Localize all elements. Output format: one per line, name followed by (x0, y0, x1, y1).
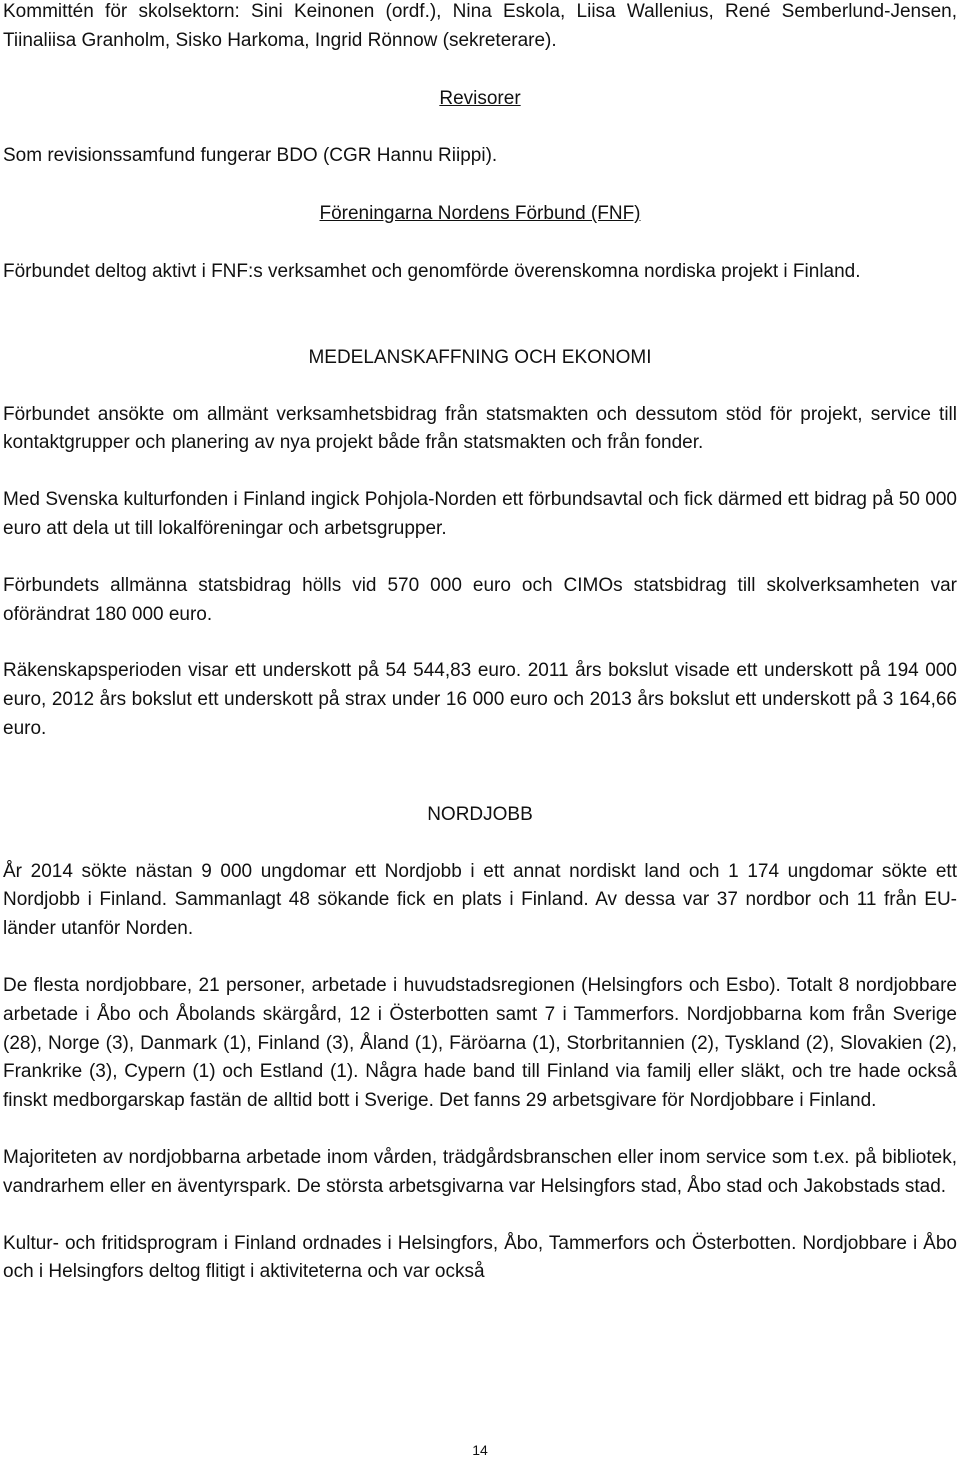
economy-paragraph-2: Med Svenska kulturfonden i Finland ingick Pohjola-Norden ett förbundsavtal och fick därmed ett bidrag på 50 000 euro att dela ut till lokalföreningar och arbetsgrupper. (3, 489, 957, 539)
fnf-paragraph: Förbundet deltog aktivt i FNF:s verksamhet och genomförde överenskomna nordiska projekt i Finland. (3, 260, 861, 282)
nordjobb-paragraph-2: De flesta nordjobbare, 21 personer, arbetade i huvudstadsregionen (Helsingfors och Esbo). Totalt 8 nordjobbare arbetade i Åbo och Åbolands skärgård, 12 i Österbotten samt 7 i Tammerfors. Nordjobbarna kom från Sverige (28), Norge (3), Danmark (1), Finland (3), Åland (1), Färöarna (1), Storbritannien (2), Tyskland (2), Slovakien (2), Frankrike (3), Cypern (1) och Estland (1). Några hade band till Finland via familj eller släkt, och tre hade också finskt medborgarskap fastän de alltid bott i Sverige. Det fanns 29 arbetsgivare för Nordjobbare i Finland. (3, 974, 957, 1112)
auditors-heading: Revisorer (439, 87, 521, 109)
nordjobb-paragraph-3: Majoriteten av nordjobbarna arbetade inom vården, trädgårdsbranschen eller inom service som t.ex. på bibliotek, vandrarhem eller en äventyrspark. De största arbetsgivarna var Helsingfors stad, Åbo stad och Jakobstads stad. (3, 1146, 957, 1197)
economy-paragraph-3: Förbundets allmänna statsbidrag hölls vid 570 000 euro och CIMOs statsbidrag till skolverksamheten var oförändrat 180 000 euro. (3, 574, 957, 625)
economy-paragraph-1: Förbundet ansökte om allmänt verksamhetsbidrag från statsmakten och dessutom stöd för projekt, service till kontaktgrupper och planering av nya projekt både från statsmakten och från fonder. (3, 403, 957, 454)
nordjobb-paragraph-1: År 2014 sökte nästan 9 000 ungdomar ett Nordjobb i ett annat nordiskt land och 1 174 ungdomar sökte ett Nordjobb i Finland. Sammanlagt 48 sökande fick en plats i Finland. Av dessa var 37 nordbor och 11 från EU-länder utanför Norden. (3, 860, 957, 940)
fnf-heading: Föreningarna Nordens Förbund (FNF) (319, 203, 641, 225)
committee-paragraph: Kommittén för skolsektorn: Sini Keinonen (ordf.), Nina Eskola, Liisa Wallenius, René Semberlund-Jensen, Tiinaliisa Granholm, Sisko Harkoma, Ingrid Rönnow (sekreterare). (3, 1, 957, 51)
economy-heading: MEDELANSKAFFNING OCH EKONOMI (308, 346, 652, 368)
document-page (3, 0, 957, 1287)
page-number: 14 (472, 1442, 488, 1458)
auditors-paragraph: Som revisionssamfund fungerar BDO (CGR Hannu Riippi). (3, 145, 498, 167)
nordjobb-heading: NORDJOBB (427, 803, 533, 825)
economy-paragraph-4: Räkenskapsperioden visar ett underskott på 54 544,83 euro. 2011 års bokslut visade ett underskott på 194 000 euro, 2012 års bokslut ett underskott på strax under 16 000 euro och 2013 års bokslut ett underskott på 3 164,66 euro. (3, 660, 957, 739)
nordjobb-paragraph-4: Kultur- och fritidsprogram i Finland ordnades i Helsingfors, Åbo, Tammerfors och Österbotten. Nordjobbare i Åbo och i Helsingfors deltog flitigt i aktiviteterna och var också (3, 1232, 957, 1283)
